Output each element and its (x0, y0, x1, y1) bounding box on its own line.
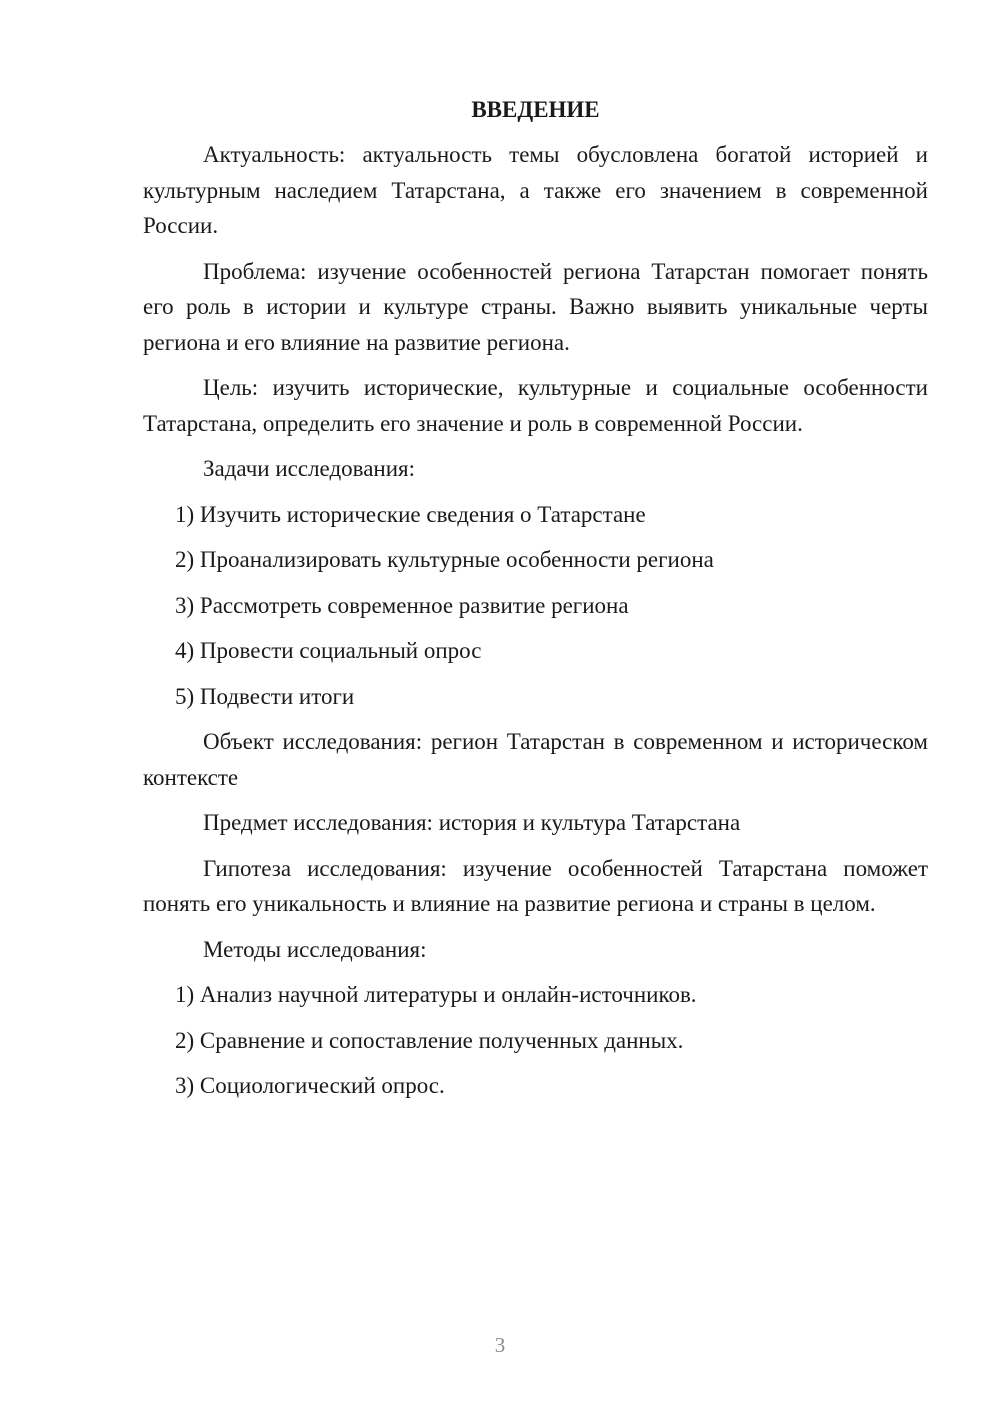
document-body (143, 92, 928, 1114)
method-item: 1) Анализ научной литературы и онлайн-источников. (175, 982, 697, 1007)
task-item: 2) Проанализировать культурные особенности региона (175, 547, 714, 572)
page-number: 3 (494, 1333, 506, 1357)
object-paragraph: Объект исследования: регион Татарстан в современном и историческом контексте (143, 729, 928, 790)
task-item: 4) Провести социальный опрос (175, 638, 482, 663)
method-item: 3) Социологический опрос. (175, 1073, 445, 1098)
methods-label: Методы исследования: (203, 936, 427, 962)
problem-paragraph: Проблема: изучение особенностей региона Татарстан помогает понять его роль в истории и культуре страны. Важно выявить уникальные черты региона и его влияние на развитие региона. (143, 258, 928, 355)
relevance-paragraph: Актуальность: актуальность темы обусловлена богатой историей и культурным наследием Татарстана, а также его значением в современной России. (143, 142, 928, 238)
task-item: 1) Изучить исторические сведения о Татарстане (175, 501, 646, 527)
subject-paragraph: Предмет исследования: история и культура Татарстана (203, 810, 741, 835)
hypothesis-paragraph: Гипотеза исследования: изучение особенностей Татарстана поможет понять его уникальность и влияние на развитие региона и страны в целом. (143, 855, 928, 916)
task-item: 3) Рассмотреть современное развитие региона (175, 592, 629, 618)
task-item: 5) Подвести итоги (175, 683, 355, 709)
section-heading: ВВЕДЕНИЕ (471, 97, 600, 122)
goal-paragraph: Цель: изучить исторические, культурные и социальные особенности Татарстана, определить его значение и роль в современной России. (143, 375, 928, 436)
method-item: 2) Сравнение и сопоставление полученных данных. (175, 1027, 684, 1053)
tasks-label: Задачи исследования: (203, 456, 416, 481)
